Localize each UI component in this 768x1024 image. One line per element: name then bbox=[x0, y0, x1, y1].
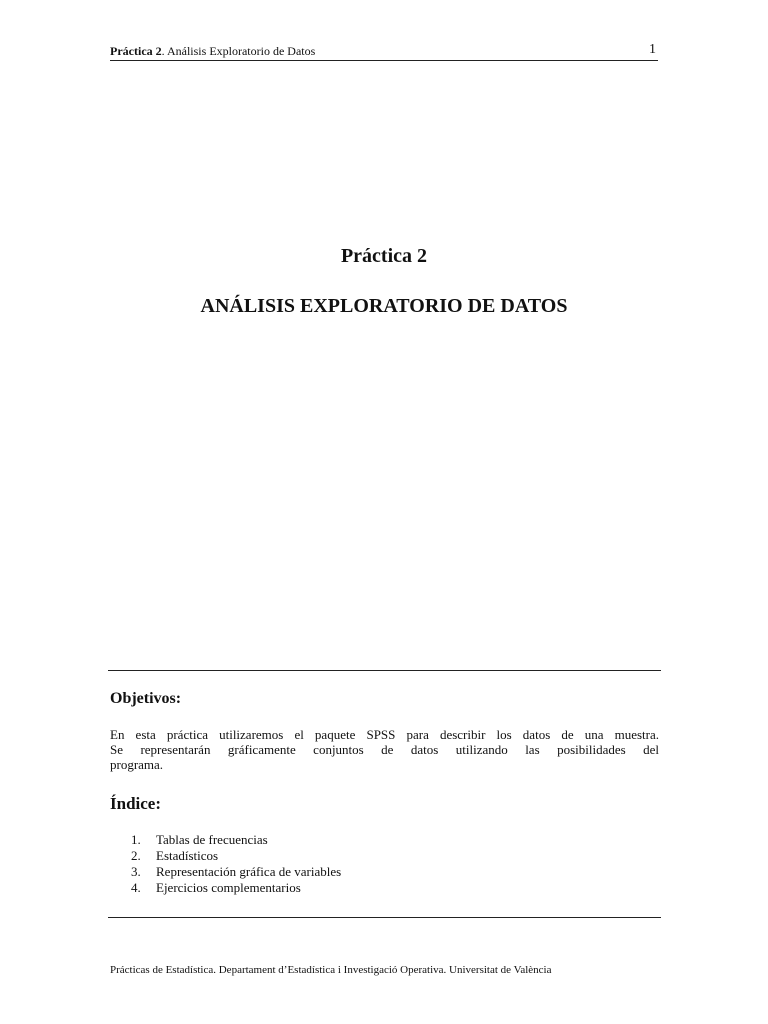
index-item bbox=[131, 832, 341, 848]
page-number: 1 bbox=[649, 42, 656, 57]
document-subtitle: ANÁLISIS EXPLORATORIO DE DATOS bbox=[200, 295, 568, 317]
index-item-number: 4. bbox=[131, 880, 141, 895]
header-title-rest: . Análisis Exploratorio de Datos bbox=[161, 44, 316, 58]
objetivos-line: Se representarán gráficamente conjuntos de datos utilizando las posibilidades del bbox=[110, 742, 659, 757]
objetivos-line: programa. bbox=[110, 757, 164, 772]
objetivos-heading: Objetivos: bbox=[110, 690, 182, 707]
index-item-number: 3. bbox=[131, 864, 141, 879]
header-title-bold: Práctica 2 bbox=[110, 44, 162, 58]
page-footer: Prácticas de Estadística. Departament d’Estadística i Investigació Operativa. Universitat de València bbox=[110, 964, 552, 976]
header-title bbox=[110, 44, 315, 58]
index-item-label: Ejercicios complementarios bbox=[156, 880, 301, 895]
index-item bbox=[131, 848, 341, 864]
bottom-divider bbox=[108, 917, 661, 918]
index-item bbox=[131, 880, 341, 896]
objetivos-paragraph bbox=[110, 727, 659, 772]
index-item-label: Estadísticos bbox=[156, 848, 219, 863]
index-item bbox=[131, 864, 341, 880]
indice-heading: Índice: bbox=[110, 794, 161, 813]
page-header bbox=[110, 44, 658, 61]
objetivos-line: En esta práctica utilizaremos el paquete SPSS para describir los datos de una muestra. bbox=[110, 727, 659, 742]
index-item-number: 1. bbox=[131, 832, 141, 847]
top-divider bbox=[108, 670, 661, 671]
index-item-label: Tablas de frecuencias bbox=[156, 832, 268, 847]
index-item-label: Representación gráfica de variables bbox=[156, 864, 342, 879]
index-item-number: 2. bbox=[131, 848, 141, 863]
main-title: Práctica 2 bbox=[340, 245, 428, 267]
index-list bbox=[131, 832, 341, 896]
